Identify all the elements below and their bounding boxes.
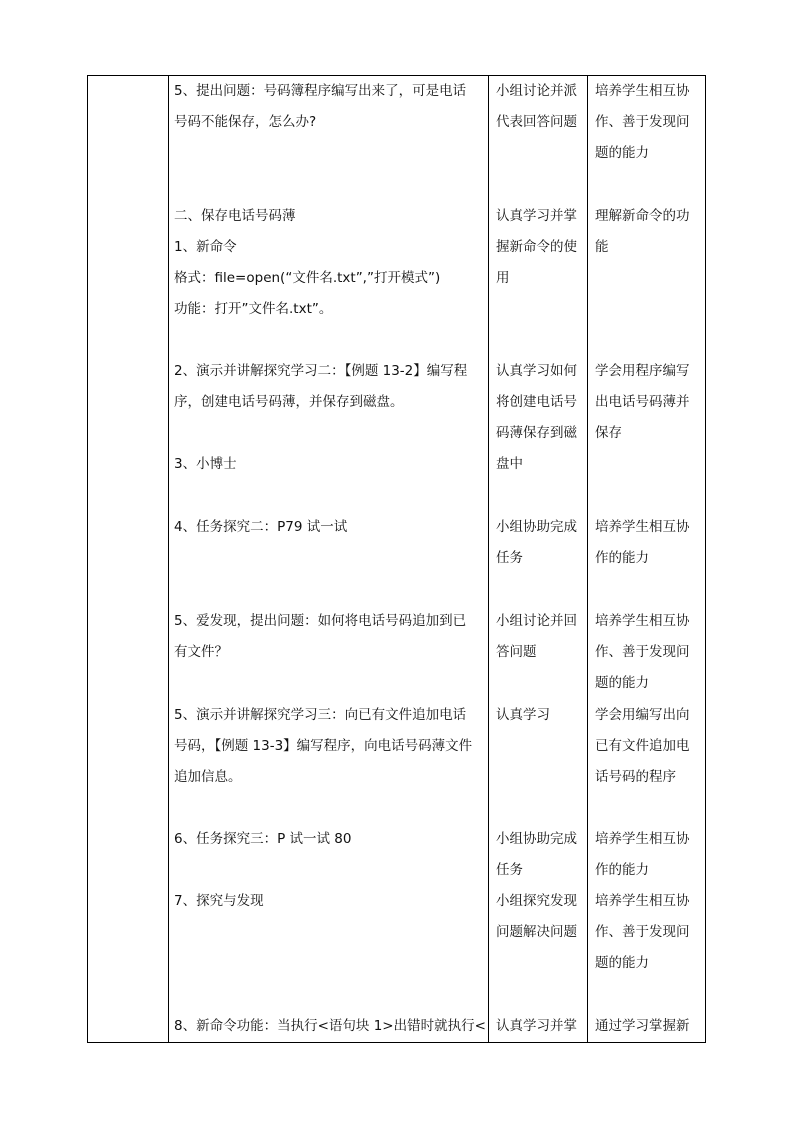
intent-line: 通过学习掌握新 — [595, 1018, 690, 1034]
activity-line: 问题解决问题 — [496, 924, 577, 940]
row-cell — [496, 1011, 584, 1042]
row-cell — [496, 356, 584, 480]
row-cell — [174, 606, 486, 668]
row-cell — [496, 512, 584, 574]
activity-line: 小组探究发现 — [496, 893, 577, 909]
intent-line: 作、善于发现问 — [595, 924, 690, 940]
content-line: 8、新命令功能：当执行<语句块 1>出错时就执行< — [174, 1018, 486, 1034]
content-line: 4、任务探究二：P79 试一试 — [174, 519, 348, 535]
activity-line: 将创建电话号 — [496, 394, 577, 410]
row-cell — [174, 201, 486, 325]
row-cell — [595, 886, 703, 979]
content-line: 1、新命令 — [174, 239, 237, 255]
intent-line: 培养学生相互协 — [595, 831, 690, 847]
design-intent-column — [595, 76, 703, 1042]
intent-line: 话号码的程序 — [595, 769, 676, 785]
intent-line: 理解新命令的功 — [595, 208, 690, 224]
intent-line: 题的能力 — [595, 145, 649, 161]
activity-line: 认真学习如何 — [496, 363, 577, 379]
row-cell — [174, 824, 486, 855]
activity-line: 小组协助完成 — [496, 519, 577, 535]
row-cell — [174, 76, 486, 138]
intent-line: 学会用程序编写 — [595, 363, 690, 379]
activity-line: 认真学习并掌 — [496, 1018, 577, 1034]
content-line: 序，创建电话号码薄，并保存到磁盘。 — [174, 394, 404, 410]
row-cell — [595, 512, 703, 574]
intent-line: 能 — [595, 239, 609, 255]
intent-line: 培养学生相互协 — [595, 519, 690, 535]
content-line: 6、任务探究三：P 试一试 80 — [174, 831, 352, 847]
row-cell — [595, 1011, 703, 1042]
intent-line: 保存 — [595, 425, 622, 441]
intent-line: 作的能力 — [595, 550, 649, 566]
content-line: 号码，【例题 13-3】编写程序，向电话号码薄文件 — [174, 738, 473, 754]
content-line: 二、保存电话号码薄 — [174, 208, 296, 224]
row-cell — [595, 606, 703, 699]
intent-line: 题的能力 — [595, 955, 649, 971]
activity-line: 任务 — [496, 862, 523, 878]
content-line: 7、探究与发现 — [174, 893, 264, 909]
activity-line: 用 — [496, 270, 510, 286]
teaching-content-column — [174, 76, 486, 1042]
row-cell — [595, 824, 703, 886]
row-cell — [174, 886, 486, 917]
row-cell — [595, 356, 703, 449]
intent-line: 已有文件追加电 — [595, 738, 690, 754]
activity-line: 码薄保存到磁 — [496, 425, 577, 441]
intent-line: 题的能力 — [595, 675, 649, 691]
column-divider — [488, 76, 489, 1042]
intent-line: 出电话号码薄并 — [595, 394, 690, 410]
content-line: 5、演示并讲解探究学习三：向已有文件追加电话 — [174, 707, 467, 723]
row-cell — [174, 356, 486, 480]
row-cell — [496, 201, 584, 294]
activity-line: 任务 — [496, 550, 523, 566]
row-cell — [496, 606, 584, 668]
column-divider — [587, 76, 588, 1042]
row-cell — [496, 824, 584, 886]
intent-line: 学会用编写出向 — [595, 707, 690, 723]
intent-line: 作、善于发现问 — [595, 114, 690, 130]
activity-line: 答问题 — [496, 644, 537, 660]
content-line: 5、爱发现，提出问题：如何将电话号码追加到已 — [174, 613, 467, 629]
row-cell — [595, 700, 703, 793]
intent-line: 作的能力 — [595, 862, 649, 878]
row-cell — [595, 201, 703, 263]
student-activity-column — [496, 76, 584, 1042]
row-cell — [496, 700, 584, 731]
content-line: 追加信息。 — [174, 769, 242, 785]
activity-line: 握新命令的使 — [496, 239, 577, 255]
content-line: 2、演示并讲解探究学习二：【例题 13-2】编写程 — [174, 363, 468, 379]
activity-line: 认真学习并掌 — [496, 208, 577, 224]
intent-line: 培养学生相互协 — [595, 613, 690, 629]
activity-line: 盘中 — [496, 456, 523, 472]
column-divider — [168, 76, 169, 1042]
activity-line: 小组讨论并回 — [496, 613, 577, 629]
content-line: 号码不能保存，怎么办? — [174, 114, 317, 130]
activity-line: 认真学习 — [496, 707, 550, 723]
content-line: 功能：打开”文件名.txt”。 — [174, 301, 333, 317]
activity-line: 小组讨论并派 — [496, 83, 577, 99]
content-line: 格式：file=open(“文件名.txt”,”打开模式”) — [174, 270, 441, 286]
intent-line: 培养学生相互协 — [595, 83, 690, 99]
row-cell — [496, 886, 584, 948]
content-line: 有文件？ — [174, 644, 228, 660]
row-cell — [174, 512, 486, 543]
row-cell — [174, 1011, 486, 1042]
row-cell — [595, 76, 703, 169]
activity-line: 代表回答问题 — [496, 114, 577, 130]
activity-line: 小组协助完成 — [496, 831, 577, 847]
content-line: 3、小博士 — [174, 456, 237, 472]
row-cell — [496, 76, 584, 138]
intent-line: 培养学生相互协 — [595, 893, 690, 909]
content-line: 5、提出问题：号码簿程序编写出来了，可是电话 — [174, 83, 467, 99]
content-line — [174, 418, 486, 449]
row-cell — [174, 700, 486, 793]
lesson-table — [87, 75, 706, 1043]
intent-line: 作、善于发现问 — [595, 644, 690, 660]
